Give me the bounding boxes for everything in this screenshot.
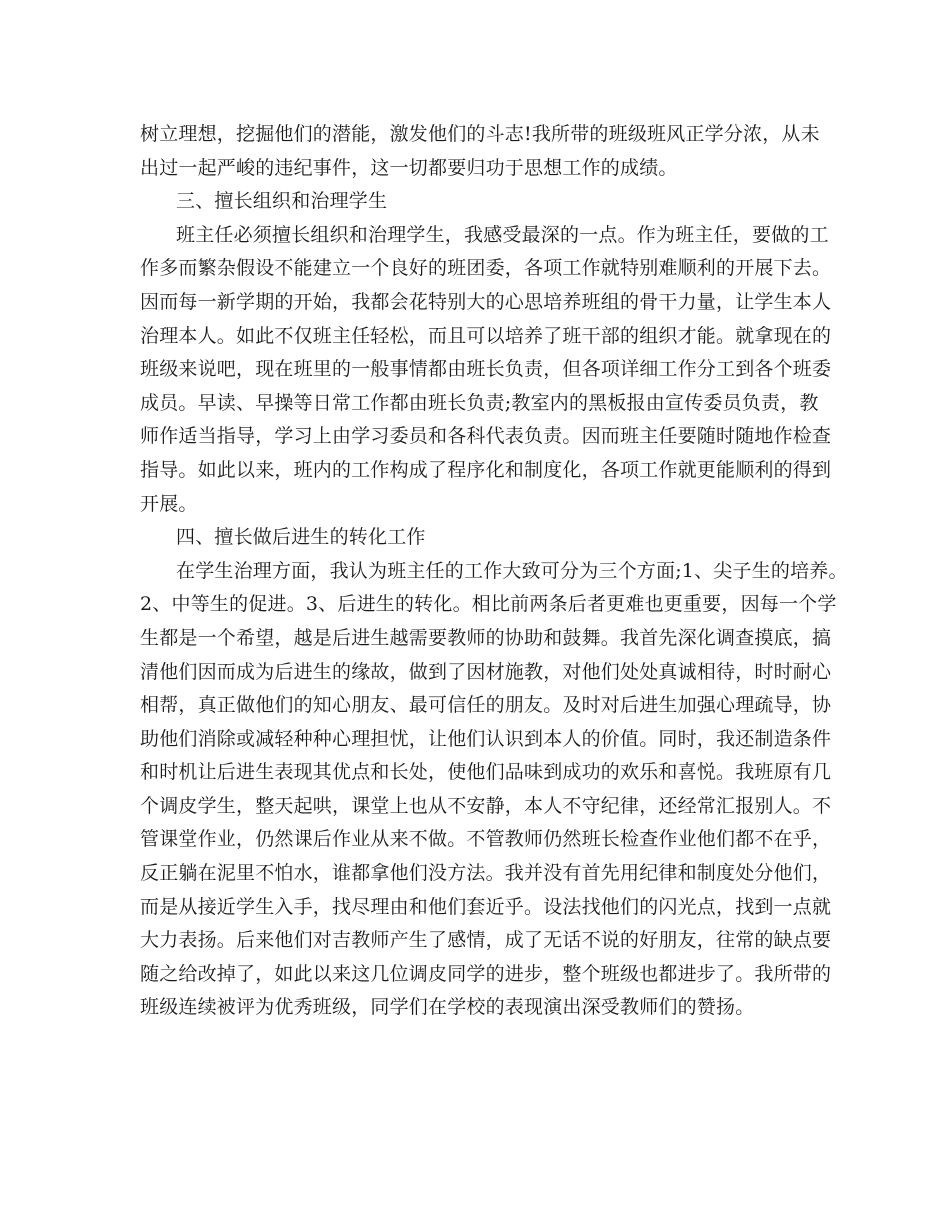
text-line: 管课堂作业，仍然课后作业从来不做。不管教师仍然班长检查作业他们都不在乎，: [140, 828, 832, 851]
text-line: 因而每一新学期的开始，我都会花特别大的心思培养班组的骨干力量，让学生本人: [140, 290, 832, 313]
text-line: 2、中等生的促进。3、后进生的转化。相比前两条后者更难也更重要，因每一个学: [140, 593, 837, 616]
text-line: 三、擅长组织和治理学生: [176, 190, 388, 213]
text-line: 班级连续被评为优秀班级，同学们在学校的表现演出深受教师们的赞扬。: [140, 996, 755, 1019]
text-line: 治理本人。如此不仅班主任轻松，而且可以培养了班干部的组织才能。就拿现在的: [140, 324, 832, 347]
text-line: 反正躺在泥里不怕水，谁都拿他们没方法。我并没有首先用纪律和制度处分他们，: [140, 862, 832, 885]
text-line: 树立理想，挖掘他们的潜能，激发他们的斗志!我所带的班级班风正学分浓，从未: [140, 123, 820, 145]
text-line: 在学生治理方面，我认为班主任的工作大致可分为三个方面;1、尖子生的培养。: [176, 559, 848, 582]
text-line: 四、擅长做后进生的转化工作: [176, 526, 426, 549]
text-line: 大力表扬。后来他们对吉教师产生了感情，成了无话不说的好朋友，往常的缺点要: [140, 929, 832, 952]
text-line: 生都是一个希望，越是后进生越需要教师的协助和鼓舞。我首先深化调查摸底，搞: [140, 626, 832, 649]
text-line: 指导。如此以来，班内的工作构成了程序化和制度化，各项工作就更能顺利的得到: [140, 458, 832, 481]
text-line: 个调皮学生，整天起哄，课堂上也从不安静，本人不守纪律，还经常汇报别人。不: [140, 794, 832, 817]
text-line: 作多而繁杂假设不能建立一个良好的班团委，各项工作就特别难顺利的开展下去。: [140, 257, 832, 280]
document-body: [140, 118, 848, 1025]
text-line: 出过一起严峻的违纪事件，这一切都要归功于思想工作的成绩。: [140, 156, 678, 179]
text-line: 班主任必须擅长组织和治理学生，我感受最深的一点。作为班主任，要做的工: [176, 223, 829, 246]
text-line: 而是从接近学生入手，找尽理由和他们套近乎。设法找他们的闪光点，找到一点就: [140, 895, 832, 918]
text-line: 随之给改掉了，如此以来这几位调皮同学的进步，整个班级也都进步了。我所带的: [140, 962, 832, 985]
text-line: 助他们消除或减轻种种心理担忧，让他们认识到本人的价值。同时，我还制造条件: [140, 727, 832, 750]
text-line: 师作适当指导，学习上由学习委员和各科代表负责。因而班主任要随时随地作检查: [140, 425, 832, 448]
text-line: 清他们因而成为后进生的缘故，做到了因材施教，对他们处处真诚相待，时时耐心: [140, 660, 832, 683]
text-line: 开展。: [140, 492, 198, 515]
text-line: 班级来说吧，现在班里的一般事情都由班长负责，但各项详细工作分工到各个班委: [140, 358, 832, 381]
text-line: 相帮，真正做他们的知心朋友、最可信任的朋友。及时对后进生加强心理疏导，协: [140, 694, 832, 717]
text-line: 成员。早读、早操等日常工作都由班长负责;教室内的黑板报由宣传委员负责，教: [140, 391, 819, 414]
text-line: 和时机让后进生表现其优点和长处，使他们品味到成功的欢乐和喜悦。我班原有几: [140, 761, 832, 784]
